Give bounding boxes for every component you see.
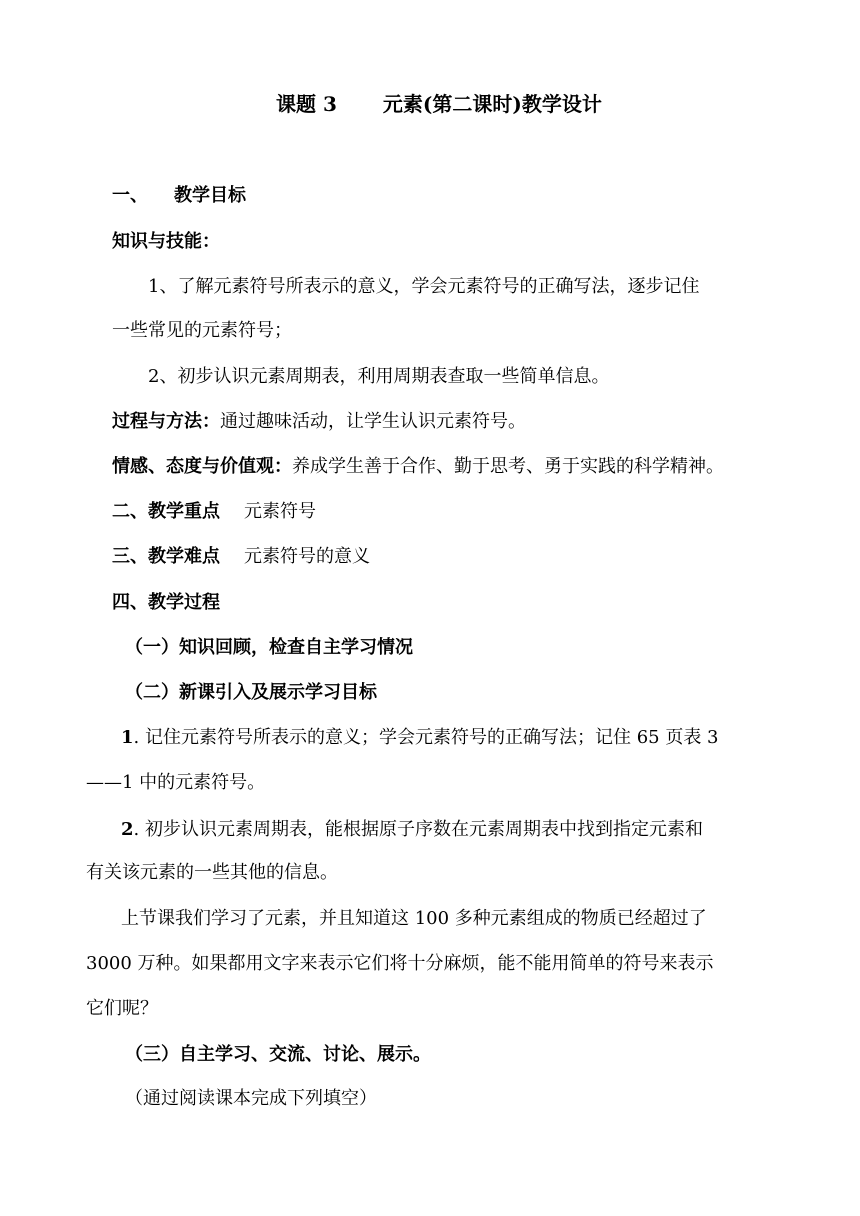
section4-sub-1: （一）知识回顾，检查自主学习情况 [125,637,413,658]
objective-item-1-line-1: 1、了解元素符号所表示的意义，学会元素符号的正确写法，逐步记住 [148,276,700,297]
section2-key-point [112,499,812,525]
emotion-text: 养成学生善于合作、勤于思考、勇于实践的科学精神。 [292,456,724,477]
section3-difficulty [112,544,812,570]
section4-sub-2: （二）新课引入及展示学习目标 [125,682,377,703]
goal-2-number: 2 [121,819,134,840]
goal-1-line-1 [121,725,841,751]
goal-2-text: . 初步认识元素周期表，能根据原子序数在元素周期表中找到指定元素和 [133,819,703,840]
document-title [276,91,836,117]
section2-text: 元素符号 [244,501,316,522]
process-method [112,409,832,435]
process-label: 过程与方法： [112,411,220,432]
section1-number: 一、 [112,185,148,206]
process-text: 通过趣味活动，让学生认识元素符号。 [220,411,526,432]
title-lesson-name: 元素(第二课时)教学设计 [382,92,602,116]
emotion-label: 情感、态度与价值观： [112,456,292,477]
section4-sub-3: （三）自主学习、交流、讨论、展示。 [125,1044,431,1065]
knowledge-label: 知识与技能： [112,231,220,252]
goal-2-line-2: 有关该元素的一些其他的信息。 [86,862,338,883]
objective-item-1-line-2: 一些常见的元素符号； [112,320,292,341]
title-lesson-number: 课题 3 [276,92,337,116]
intro-paragraph-line-3: 它们呢？ [86,998,158,1019]
goal-1-number: 1 [121,727,134,748]
objective-item-2: 2、初步认识元素周期表，利用周期表查取一些简单信息。 [148,366,610,387]
emotion-attitude [112,454,832,480]
section3-text: 元素符号的意义 [244,546,370,567]
section1-title: 教学目标 [174,185,246,206]
section3-label: 三、教学难点 [112,546,220,567]
section4-heading: 四、教学过程 [112,592,220,613]
section2-label: 二、教学重点 [112,501,220,522]
goal-2-line-1 [121,817,841,843]
reading-note: （通过阅读课本完成下列填空） [125,1088,377,1109]
goal-1-line-2: ——1 中的元素符号。 [86,772,266,793]
goal-1-text: . 记住元素符号所表示的意义；学会元素符号的正确写法；记住 65 页表 3 [133,727,719,748]
intro-paragraph-line-1: 上节课我们学习了元素，并且知道这 100 多种元素组成的物质已经超过了 [121,908,707,929]
section1-heading [112,183,812,209]
intro-paragraph-line-2: 3000 万种。如果都用文字来表示它们将十分麻烦，能不能用简单的符号来表示 [86,953,714,974]
